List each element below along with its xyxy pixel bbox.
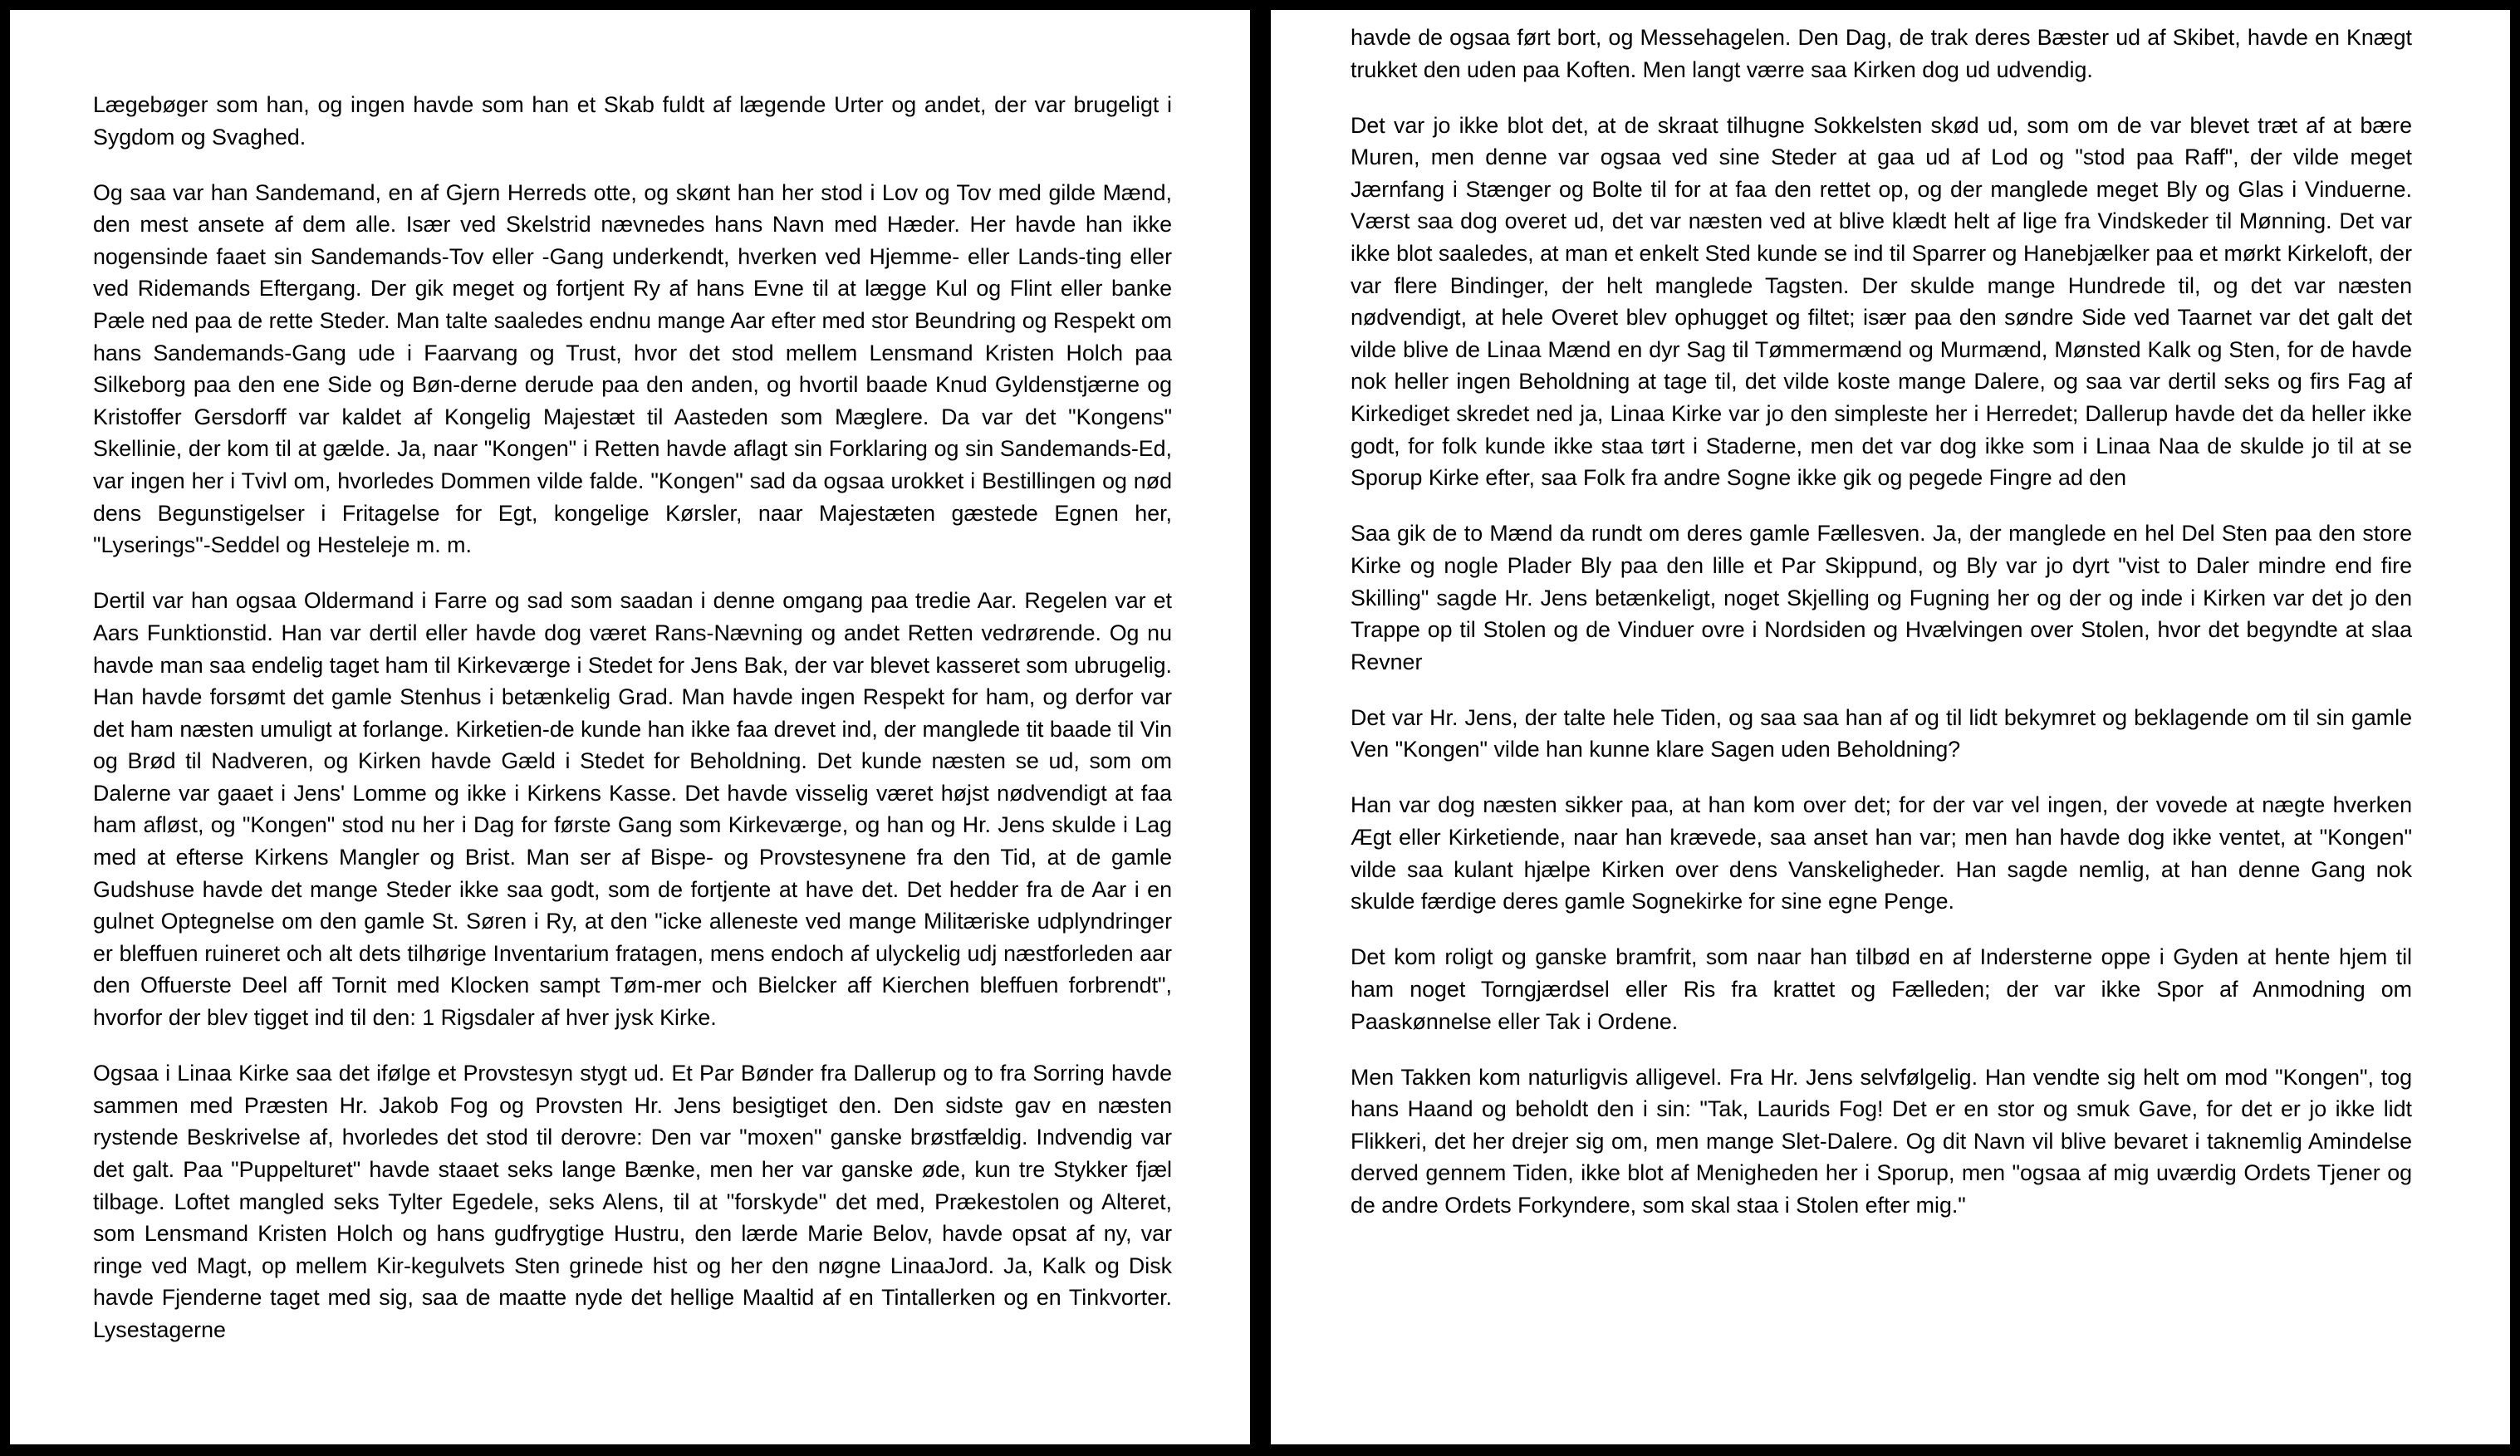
right-paragraph-6: Det kom roligt og ganske bramfrit, som naar han tilbød en af Indersterne oppe i Gyden at hente hjem til ham noget Torngjærdsel eller Ris fra krattet og Fælleden; der var ikke Spor af Anmodning om Paaskønnelse eller Tak i Ordene. (1351, 944, 2412, 1034)
left-paragraph-2: Og saa var han Sandemand, en af Gjern Herreds otte, og skønt han her stod i Lov og Tov med gilde Mænd, den mest ansete af dem alle. Især ved Skelstrid nævnedes hans Navn med Hæder. Her havde han ikke nogensinde faaet sin Sandemands-Tov eller -Gang underkendt, hverken ved Hjemme- eller Lands-ting eller ved Ridemands Eftergang. Der gik meget og fortjent Ry af hans Evne til at lægge Kul og Flint eller banke Pæle ned paa de rette Steder. Man talte saaledes endnu mange Aar efter med stor Beundring og Respekt om hans Sandemands-Gang ude i Faarvang og Trust, hvor det stod mellem Lensmand Kristen Holch paa Silkeborg paa den ene Side og Bøn-derne derude paa den anden, og hvortil baade Knud Gyldenstjærne og Kristoffer Gersdorff var kaldet af Kongelig Majestæt til Aasteden som Mæglere. Da var det "Kongens" Skellinie, der kom til at gælde. Ja, naar "Kongen" i Retten havde aflagt sin Forklaring og sin Sandemands-Ed, var ingen her i Tvivl om, hvorledes Dommen vilde falde. "Kongen" sad da ogsaa urokket i Bestillingen og nød dens Begunstigelser i Fritagelse for Egt, kongelige Kørsler, naar Majestæten gæstede Egnen her, "Lyserings"-Seddel og Hesteleje m. m. (93, 179, 1172, 558)
right-paragraph-3: Saa gik de to Mænd da rundt om deres gamle Fællesven. Ja, der manglede en hel Del Sten paa den store Kirke og nogle Plader Bly paa den lille et Par Skippund, og Bly var jo dyrt "vist to Daler mindre end fire Skilling" sagde Hr. Jens betænkeligt, noget Skjelling og Fugning her og der og inde i Kirken var det jo den Trappe op til Stolen og de Vinduer ovre i Nordsiden og Hvælvingen over Stolen, hvor det begyndte at slaa Revner (1351, 521, 2412, 674)
right-paragraph-2: Det var jo ikke blot det, at de skraat tilhugne Sokkelsten skød ud, som om de var blevet træt af at bære Muren, men denne var ogsaa ved sine Steder at gaa ud af Lod og "stod paa Raff", der vilde meget Jærnfang i Stænger og Bolte til for at faa den rettet op, og der manglede meget Bly og Glas i Vinduerne. Værst saa dog overet ud, det var næsten ved at blive klædt helt af lige fra Vindskeder til Mønning. Det var ikke blot saaledes, at man et enkelt Sted kunde se ind til Sparrer og Hanebjælker paa et mørkt Kirkeloft, der var flere Bindinger, der helt manglede Tagsten. Der skulde mange Hundrede til, og det var næsten nødvendigt, at hele Overet blev ophugget og filtet; især paa den søndre Side ved Taarnet var det galt det vilde blive de Linaa Mænd en dyr Sag til Tømmermænd og Murmænd, Mønsted Kalk og Sten, for de havde nok heller ingen Beholdning at tage til, det vilde koste mange Dalere, og saa var dertil seks og firs Fag af Kirkediget skredet ned ja, Linaa Kirke var jo den simpleste her i Herredet; Dallerup havde det da heller ikke godt, for folk kunde ikke staa tørt i Staderne, men det var dog ikke som i Linaa Naa de skulde jo til at se Sporup Kirke efter, saa Folk fra andre Sogne ikke gik og pegede Fingre ad den (1351, 112, 2412, 491)
right-paragraph-5: Han var dog næsten sikker paa, at han kom over det; for der var vel ingen, der vovede at nægte hverken Ægt eller Kirketiende, naar han krævede, saa anset han var; men han havde dog ikke ventet, at "Kongen" vilde saa kulant hjælpe Kirken over dens Vanskeligheder. Han sagde nemlig, at han denne Gang nok skulde færdige deres gamle Sognekirke for sine egne Penge. (1351, 792, 2412, 914)
right-paragraph-7: Men Takken kom naturligvis alligevel. Fra Hr. Jens selvfølgelig. Han vendte sig helt om mod "Kongen", tog hans Haand og beholdt den i sin: "Tak, Laurids Fog! Det er en stor og smuk Gave, for det er jo ikke lidt Flikkeri, det her drejer sig om, men mange Slet-Dalere. Og dit Navn vil blive bevaret i taknemlig Amindelse derved gennem Tiden, ikke blot af Menigheden her i Sporup, men "ogsaa af mig uværdig Ordets Tjener og de andre Ordets Forkyndere, som skal staa i Stolen efter mig." (1351, 1064, 2412, 1218)
left-paragraph-1: Lægebøger som han, og ingen havde som han et Skab fuldt af lægende Urter og andet, der var brugeligt i Sygdom og Svaghed. (93, 92, 1172, 150)
right-paragraph-4: Det var Hr. Jens, der talte hele Tiden, og saa saa han af og til lidt bekymret og beklagende om til sin gamle Ven "Kongen" vilde han kunne klare Sagen uden Beholdning? (1351, 704, 2412, 762)
left-paragraph-4: Ogsaa i Linaa Kirke saa det ifølge et Provstesyn stygt ud. Et Par Bønder fra Dallerup og to fra Sorring havde sammen med Præsten Hr. Jakob Fog og Provsten Hr. Jens besigtiget den. Den sidste gav en næsten rystende Beskrivelse af, hvorledes det stod til derovre: Den var "moxen" ganske brøstfældig. Indvendig var det galt. Paa "Puppelturet" havde staaet seks lange Bænke, men her var ganske øde, kun tre Stykker fjæl tilbage. Loftet mangled seks Tylter Egedele, seks Alens, til at "forskyde" det med, Prækestolen og Alteret, som Lensmand Kristen Holch og hans gudfrygtige Hustru, den lærde Marie Belov, havde opsat af ny, var ringe ved Magt, op mellem Kir-kegulvets Sten grinede hist og her den nøgne LinaaJord. Ja, Kalk og Disk havde Fjenderne taget med sig, saa de maatte nyde det hellige Maaltid af en Tintallerken og en Tinkvorter. Lysestagerne (93, 1061, 1172, 1342)
right-page (1271, 10, 2510, 1444)
left-paragraph-3: Dertil var han ogsaa Oldermand i Farre og sad som saadan i denne omgang paa tredie Aar. Regelen var et Aars Funktionstid. Han var dertil eller havde dog været Rans-Nævning og andet Retten vedrørende. Og nu havde man saa endelig taget ham til Kirkeværge i Stedet for Jens Bak, der var blevet kasseret som ubrugelig. Han havde forsømt det gamle Stenhus i betænkelig Grad. Man havde ingen Respekt for ham, og derfor var det ham næsten umuligt at forlange. Kirketien-de kunde han ikke faa drevet ind, der manglede tit baade til Vin og Brød til Nadveren, og Kirken havde Gæld i Stedet for Beholdning. Det kunde næsten se ud, som om Dalerne var gaaet i Jens' Lomme og ikke i Kirkens Kasse. Det havde visselig været højst nødvendigt at faa ham afløst, og "Kongen" stod nu her i Dag for første Gang som Kirkeværge, og han og Hr. Jens skulde i Lag med at efterse Kirkens Mangler og Brist. Man ser af Bispe- og Provstesynene fra den Tid, at de gamle Gudshuse havde det mange Steder ikke saa godt, som de fortjente at have det. Det hedder fra de Aar i en gulnet Optegnelse om den gamle St. Søren i Ry, at den "icke alleneste ved mange Militæriske udplyndringer er bleffuen ruineret och alt dets tilhørige Inventarium fratagen, mens endoch af ulyckelig udj næstforleden aar den Offuerste Deel aff Tornit med Klocken sampt Tøm-mer och Bielcker aff Kierchen bleffuen forbrendt", hvorfor der blev tigget ind til den: 1 Rigsdaler af hver jysk Kirke. (93, 588, 1172, 1031)
left-page (10, 10, 1250, 1444)
right-paragraph-1: havde de ogsaa ført bort, og Messehagelen. Den Dag, de trak deres Bæster ud af Skibet, havde en Knægt trukket den uden paa Koften. Men langt værre saa Kirken dog ud udvendig. (1351, 25, 2412, 82)
